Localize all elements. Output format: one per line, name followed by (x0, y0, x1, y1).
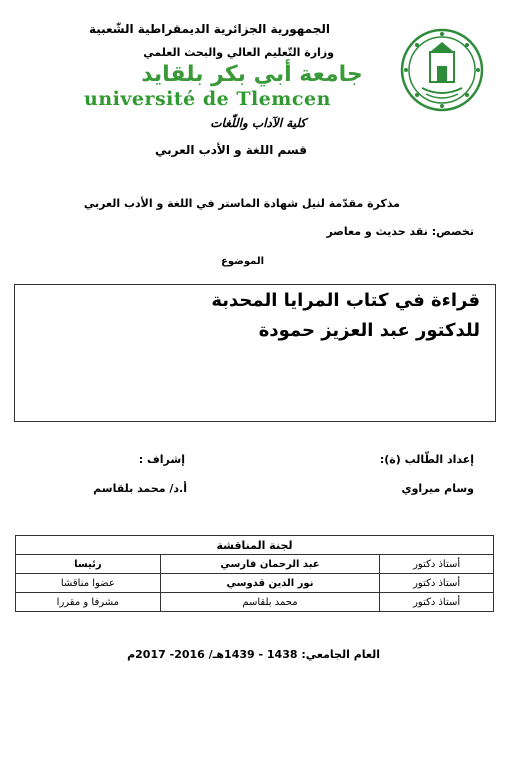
faculty-name: كلية الآداب واللّغات (210, 116, 306, 130)
committee-table (15, 535, 494, 612)
department-name: قسم اللغة و الأدب العربي (155, 143, 307, 157)
supervisor-name: أ.د/ محمد بلقاسم (93, 482, 187, 495)
member-role: مشرفا و مقررا (16, 593, 161, 612)
university-name-french: université de Tlemcen (84, 88, 331, 110)
table-row (16, 593, 494, 612)
student-name: وسام ميراوي (401, 482, 474, 495)
specialization: تخصص: نقد حديث و معاصر (326, 225, 474, 238)
memo-description: مذكرة مقدّمة لنيل شهادة الماستر في اللغة و الأدب العربي (83, 197, 400, 210)
thesis-title-line2: للدكتور عبد العزيز حمودة (258, 320, 480, 341)
prepared-by-label: إعداد الطّالب (ة): (379, 453, 474, 466)
table-row (16, 555, 494, 574)
university-name-arabic: جامعة أبي بكر بلقايد (141, 62, 363, 87)
member-rank: أستاذ دكتور (380, 574, 494, 593)
table-row (16, 574, 494, 593)
member-name: نور الدين قدوسي (160, 574, 380, 593)
member-rank: أستاذ دكتور (380, 555, 494, 574)
member-role: رئيسا (16, 555, 161, 574)
thesis-title-line1: قراءة في كتاب المرايا المحدبة (211, 290, 480, 311)
member-name: عبد الرحمان فارسي (160, 555, 380, 574)
republic-heading: الجمهورية الجزائرية الديمقراطية الشّعبية (88, 22, 330, 36)
member-role: عضوا مناقشا (16, 574, 161, 593)
committee-header-row (16, 536, 494, 555)
member-rank: أستاذ دكتور (380, 593, 494, 612)
ministry-heading: وزارة التّعليم العالي والبحث العلمي (143, 46, 334, 59)
supervision-label: إشراف : (138, 453, 185, 466)
committee-title: لجنة المناقشة (16, 536, 494, 555)
university-logo (400, 28, 484, 112)
member-name: محمد بلقاسم (160, 593, 380, 612)
subject-label: الموضوع (221, 256, 264, 267)
academic-year: العام الجامعي: 1438 - 1439هـ/ 2016- 2017م (127, 648, 380, 661)
